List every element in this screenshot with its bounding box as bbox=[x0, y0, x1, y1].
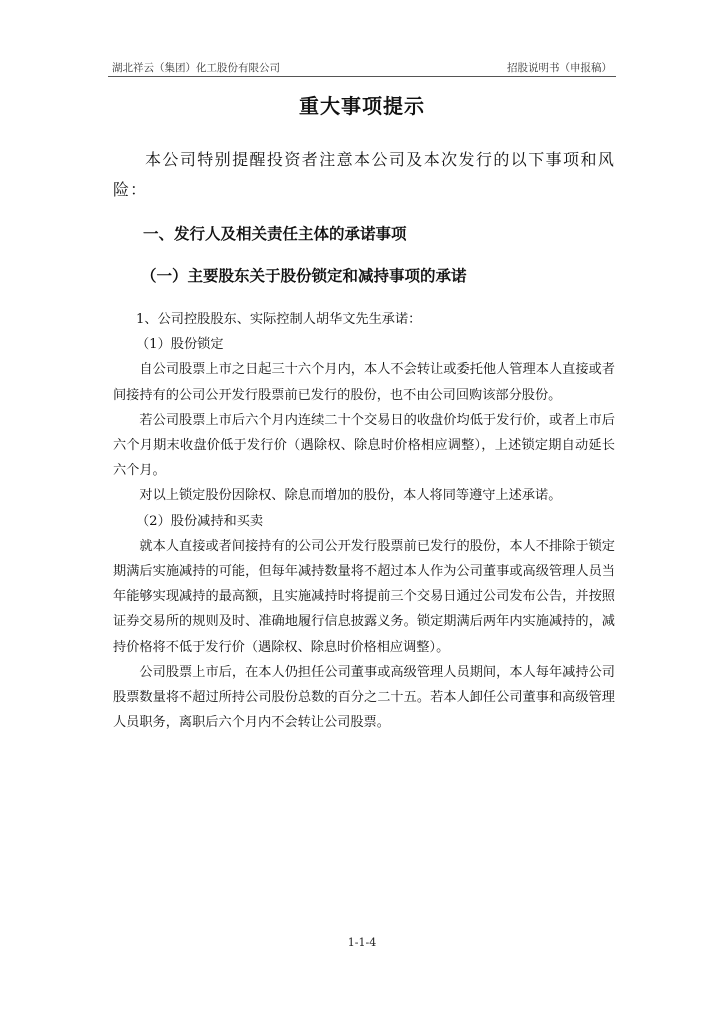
paragraph-lockup-adjustment: 对以上锁定股份因除权、除息而增加的股份，本人将同等遵守上述承诺。 bbox=[139, 488, 562, 504]
header-divider bbox=[108, 76, 616, 77]
header-document-type: 招股说明书（申报稿） bbox=[507, 62, 612, 74]
section-heading-1: 一、发行人及相关责任主体的承诺事项 bbox=[143, 225, 407, 243]
page-header bbox=[108, 58, 616, 76]
paragraph-reduction: 就本人直接或者间接持有的公司公开发行股票前已发行的股份，本人不排除于锁定期满后实施减持的可能，但每年减持数量将不超过本人作为公司董事或高级管理人员当年能够实现减持的最高额，且实施减持时将提前三个交易日通过公司发布公告，并按照证券交易所的规则及时、准确地履行信息披露义务。锁定期满后两年内实施减持的，减持价格将不低于发行价（遇除权、除息时价格相应调整）。 bbox=[113, 538, 615, 655]
page-title: 重大事项提示 bbox=[299, 94, 425, 118]
intro-paragraph: 本公司特别提醒投资者注意本公司及本次发行的以下事项和风险： bbox=[113, 150, 615, 199]
header-company-name: 湖北祥云（集团）化工股份有限公司 bbox=[112, 62, 280, 74]
sub-heading-share-lockup: （1）股份锁定 bbox=[136, 337, 224, 353]
page-number: 1-1-4 bbox=[347, 936, 377, 949]
commitment-heading: 1、公司控股股东、实际控制人胡华文先生承诺： bbox=[136, 312, 422, 327]
sub-heading-reduction: （2）股份减持和买卖 bbox=[136, 513, 264, 529]
paragraph-lockup: 自公司股票上市之日起三十六个月内，本人不会转让或委托他人管理本人直接或者间接持有的公司公开发行股票前已发行的股份，也不由公司回购该部分股份。 bbox=[113, 362, 615, 403]
document-body bbox=[113, 145, 615, 735]
paragraph-lockup-extension: 若公司股票上市后六个月内连续二十个交易日的收盘价均低于发行价，或者上市后六个月期末收盘价低于发行价（遇除权、除息时价格相应调整），上述锁定期自动延长六个月。 bbox=[113, 412, 615, 479]
paragraph-annual-limit: 公司股票上市后，在本人仍担任公司董事或高级管理人员期间，本人每年减持公司股票数量将不超过所持公司股份总数的百分之二十五。若本人卸任公司董事和高级管理人员职务，离职后六个月内不会转让公司股票。 bbox=[113, 664, 615, 731]
subsection-heading-1-1: （一）主要股东关于股份锁定和减持事项的承诺 bbox=[141, 267, 467, 285]
